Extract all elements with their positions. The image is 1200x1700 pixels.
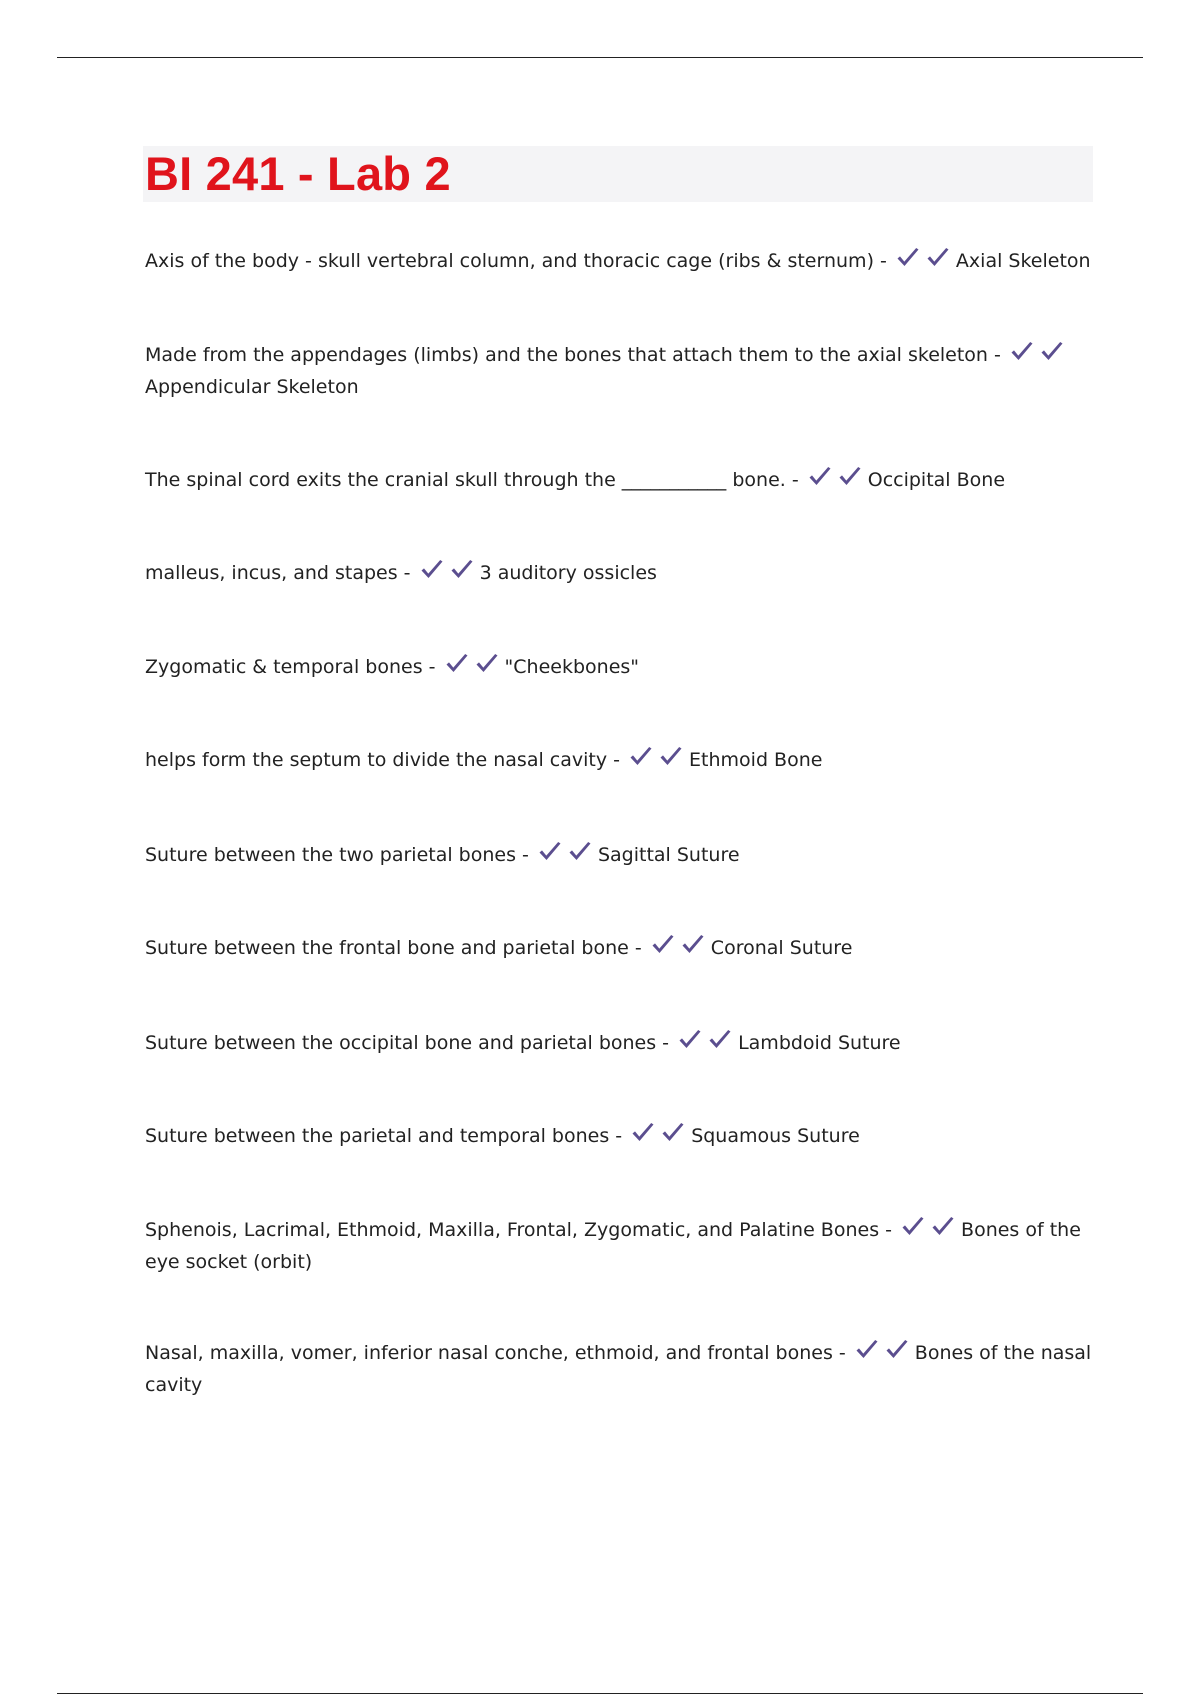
check-pair	[419, 558, 479, 591]
check-icon	[660, 1121, 686, 1145]
check-icon	[650, 933, 676, 957]
check-icon	[658, 745, 684, 769]
check-icon	[449, 558, 475, 582]
check-icon	[1009, 340, 1035, 364]
check-pair	[628, 745, 688, 778]
qa-item	[145, 933, 1095, 966]
footer-rule	[57, 1693, 1143, 1694]
check-icon	[930, 1215, 956, 1239]
check-icon	[925, 246, 951, 270]
answer-text: 3 auditory ossicles	[479, 562, 657, 584]
qa-item	[145, 840, 1095, 873]
question-text: Suture between the two parietal bones -	[145, 844, 529, 866]
answer-text: Bones of the nasal cavity	[145, 1342, 1092, 1396]
check-pair	[1009, 340, 1069, 373]
question-text: Nasal, maxilla, vomer, inferior nasal conche, ethmoid, and frontal bones -	[145, 1342, 846, 1364]
question-text: Made from the appendages (limbs) and the bones that attach them to the axial skeleton -	[145, 344, 1001, 366]
answer-text: Bones of the eye socket (orbit)	[145, 1219, 1081, 1273]
check-pair	[630, 1121, 690, 1154]
qa-item	[145, 465, 1095, 498]
question-text: malleus, incus, and stapes -	[145, 562, 411, 584]
check-pair	[900, 1215, 960, 1248]
answer-text: Occipital Bone	[867, 469, 1006, 491]
answer-text: Lambdoid Suture	[738, 1032, 901, 1054]
check-icon	[444, 652, 470, 676]
answer-text: Axial Skeleton	[955, 250, 1091, 272]
check-pair	[677, 1028, 737, 1061]
document-title: BI 241 - Lab 2	[145, 147, 451, 200]
check-pair	[895, 246, 955, 279]
check-icon	[628, 745, 654, 769]
check-icon	[807, 465, 833, 489]
question-text: Suture between the frontal bone and parietal bone -	[145, 937, 642, 959]
answer-text: Sagittal Suture	[597, 844, 740, 866]
qa-item	[145, 745, 1095, 778]
header-rule	[57, 57, 1143, 58]
check-icon	[537, 840, 563, 864]
check-icon	[837, 465, 863, 489]
answer-text: Ethmoid Bone	[689, 749, 823, 771]
check-icon	[680, 933, 706, 957]
question-text: Suture between the occipital bone and parietal bones -	[145, 1032, 670, 1054]
check-icon	[884, 1338, 910, 1362]
question-text: Axis of the body - skull vertebral column, and thoracic cage (ribs & sternum) -	[145, 250, 887, 272]
answer-text: Coronal Suture	[710, 937, 853, 959]
check-icon	[474, 652, 500, 676]
check-pair	[650, 933, 710, 966]
answer-text: Appendicular Skeleton	[145, 376, 359, 398]
question-text: The spinal cord exits the cranial skull through the ___________ bone. -	[145, 469, 799, 491]
check-pair	[854, 1338, 914, 1371]
check-icon	[707, 1028, 733, 1052]
check-icon	[1039, 340, 1065, 364]
qa-item	[145, 246, 1095, 279]
check-icon	[900, 1215, 926, 1239]
qa-item	[145, 1028, 1095, 1061]
check-pair	[444, 652, 504, 685]
check-icon	[419, 558, 445, 582]
qa-item	[145, 1215, 1095, 1277]
qa-item	[145, 1338, 1095, 1400]
check-icon	[677, 1028, 703, 1052]
check-icon	[895, 246, 921, 270]
check-icon	[854, 1338, 880, 1362]
qa-item	[145, 1121, 1095, 1154]
qa-item	[145, 340, 1095, 402]
qa-item	[145, 558, 1095, 591]
question-text: Zygomatic & temporal bones -	[145, 656, 436, 678]
question-text: Sphenois, Lacrimal, Ethmoid, Maxilla, Frontal, Zygomatic, and Palatine Bones -	[145, 1219, 892, 1241]
check-pair	[807, 465, 867, 498]
question-text: Suture between the parietal and temporal bones -	[145, 1125, 623, 1147]
question-text: helps form the septum to divide the nasal cavity -	[145, 749, 620, 771]
answer-text: Squamous Suture	[691, 1125, 860, 1147]
answer-text: "Cheekbones"	[504, 656, 640, 678]
check-icon	[567, 840, 593, 864]
check-pair	[537, 840, 597, 873]
check-icon	[630, 1121, 656, 1145]
qa-item	[145, 652, 1095, 685]
